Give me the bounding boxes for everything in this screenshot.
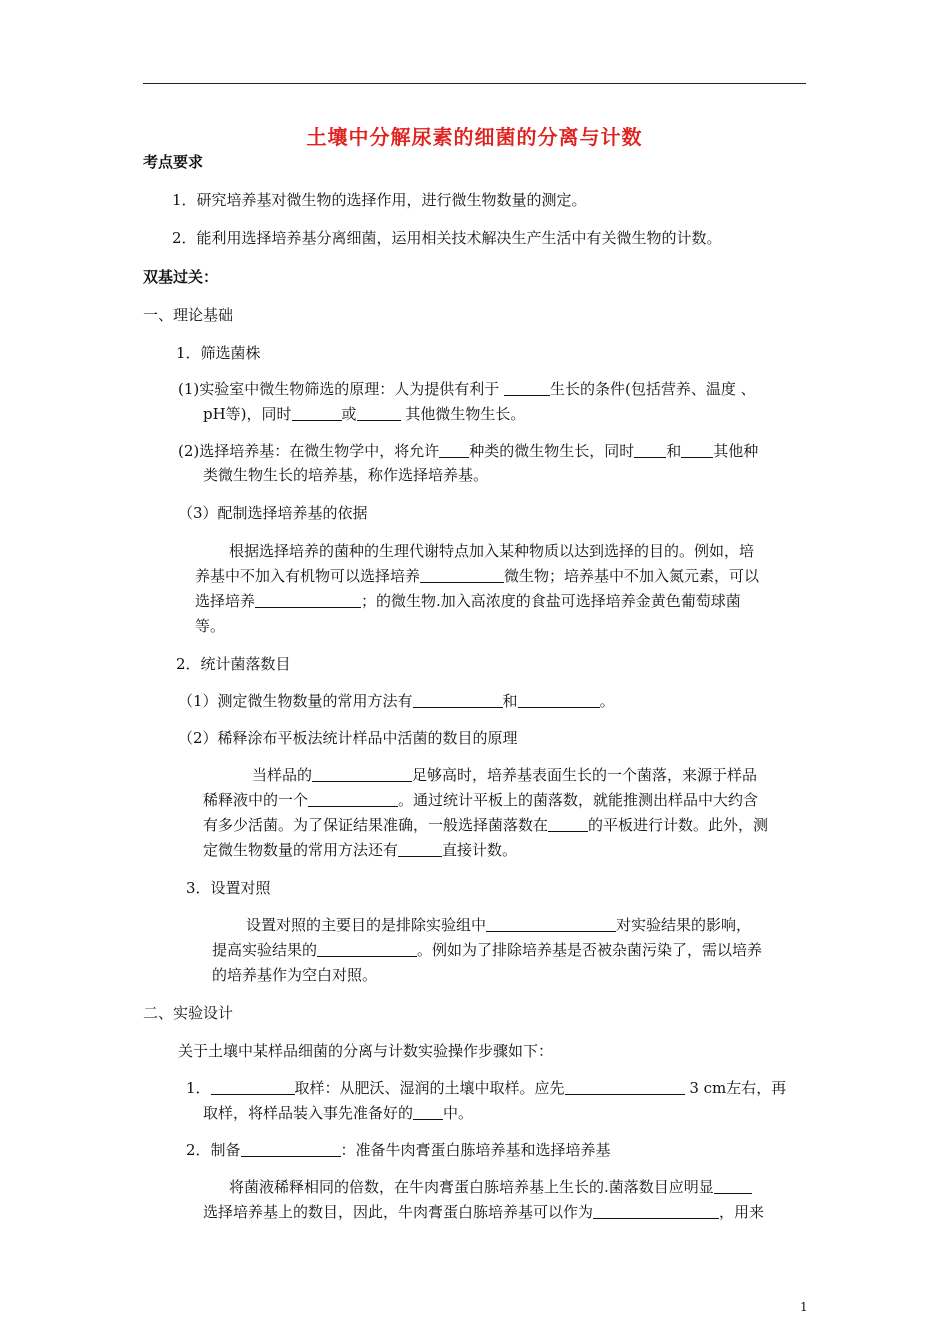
document-title: 土壤中分解尿素的细菌的分离与计数 — [306, 125, 643, 149]
fill-in-blank — [292, 406, 342, 421]
line-text: 当样品的 — [252, 766, 313, 784]
fill-in-blank — [439, 443, 469, 458]
line-text: ；的微生物.加入高浓度的食盐可选择培养金黄色葡萄球菌 — [361, 592, 741, 610]
line-text: 选择培养 — [195, 592, 256, 610]
fill-in-blank — [634, 443, 666, 458]
page-number: 1 — [800, 1300, 808, 1314]
text-line — [176, 654, 291, 674]
text-line — [172, 228, 722, 248]
line-text: 。通过统计平板上的菌落数，就能推测出样品中大约含 — [398, 791, 759, 809]
text-line — [252, 765, 757, 785]
text-line — [203, 815, 768, 835]
text-line — [203, 790, 758, 810]
line-text: 选择培养基上的数目，因此，牛肉膏蛋白胨培养基可以作为 — [203, 1203, 594, 1221]
fill-in-blank — [241, 1142, 341, 1157]
text-line — [143, 305, 233, 325]
line-text: 2．统计菌落数目 — [176, 655, 291, 673]
line-text: 对实验结果的影响， — [616, 916, 752, 934]
line-text: 取样，将样品装入事先准备好的 — [203, 1104, 414, 1122]
text-line — [178, 691, 615, 711]
line-text: 3 cm左右，再 — [684, 1079, 787, 1097]
line-text: 或 — [341, 405, 357, 423]
line-text: 的培养基作为空白对照。 — [212, 966, 378, 984]
fill-in-blank — [504, 381, 550, 396]
text-line — [176, 343, 261, 363]
line-text: 直接计数。 — [442, 841, 518, 859]
line-text: 1． — [186, 1079, 211, 1097]
text-line — [186, 1140, 611, 1160]
text-line — [203, 404, 525, 424]
fill-in-blank — [518, 693, 600, 708]
text-line — [172, 190, 587, 210]
line-text: 。 — [599, 692, 615, 710]
section-heading — [143, 267, 218, 287]
line-text: 其他种 — [713, 442, 759, 460]
fill-in-blank — [211, 1080, 295, 1095]
text-line — [195, 566, 759, 586]
fill-in-blank — [312, 767, 412, 782]
text-line — [246, 915, 751, 935]
text-line — [212, 965, 377, 985]
line-text: ，用来 — [719, 1203, 765, 1221]
text-line — [178, 441, 758, 461]
fill-in-blank — [548, 817, 588, 832]
line-text: 2．制备 — [186, 1141, 241, 1159]
fill-in-blank — [255, 593, 361, 608]
line-text: 微生物；培养基中不加入氮元素，可以 — [504, 567, 760, 585]
line-text: 种类的微生物生长，同时 — [469, 442, 635, 460]
line-text: (2)选择培养基：在微生物学中，将允许 — [178, 442, 440, 460]
line-text: 设置对照的主要目的是排除实验组中 — [246, 916, 487, 934]
line-text: 的平板进行计数。此外，测 — [588, 816, 769, 834]
fill-in-blank — [413, 693, 503, 708]
text-line — [195, 591, 741, 611]
fill-in-blank — [317, 942, 417, 957]
fill-in-blank — [593, 1204, 719, 1219]
line-text: (1)实验室中微生物筛选的原理：人为提供有利于 — [178, 380, 505, 398]
line-text: 等。 — [195, 617, 226, 635]
line-text: （1）测定微生物数量的常用方法有 — [178, 692, 413, 710]
line-text: 生长的条件(包括营养、温度 、 — [550, 380, 756, 398]
line-text: 1．研究培养基对微生物的选择作用，进行微生物数量的测定。 — [172, 191, 587, 209]
line-text: 稀释液中的一个 — [203, 791, 309, 809]
line-text: （2）稀释涂布平板法统计样品中活菌的数目的原理 — [178, 729, 518, 747]
text-line — [186, 878, 271, 898]
text-line — [178, 1041, 553, 1061]
text-line — [212, 940, 762, 960]
line-text: 根据选择培养的菌种的生理代谢特点加入某种物质以达到选择的目的。例如，培 — [229, 542, 755, 560]
line-text: 中。 — [443, 1104, 474, 1122]
line-text: pH等)，同时 — [203, 405, 292, 423]
text-line — [178, 728, 518, 748]
text-line — [143, 1003, 233, 1023]
header-rule — [143, 83, 806, 84]
fill-in-blank — [308, 792, 398, 807]
line-text: 其他微生物生长。 — [400, 405, 526, 423]
fill-in-blank — [714, 1179, 752, 1194]
line-text: 和 — [666, 442, 682, 460]
fill-in-blank — [413, 1105, 443, 1120]
line-text: 类微生物生长的培养基，称作选择培养基。 — [203, 466, 489, 484]
line-text: ：准备牛肉膏蛋白胨培养基和选择培养基 — [340, 1141, 611, 1159]
fill-in-blank — [565, 1080, 685, 1095]
line-text: 二、实验设计 — [143, 1004, 234, 1022]
fill-in-blank — [420, 568, 504, 583]
line-text: 有多少活菌。为了保证结果准确，一般选择菌落数在 — [203, 816, 549, 834]
section-heading — [143, 152, 203, 172]
text-line — [203, 1202, 764, 1222]
line-text: 提高实验结果的 — [212, 941, 318, 959]
line-text: 和 — [502, 692, 518, 710]
line-text: 3．设置对照 — [186, 879, 271, 897]
fill-in-blank — [398, 842, 442, 857]
line-text: 养基中不加入有机物可以选择培养 — [195, 567, 421, 585]
text-line — [203, 465, 488, 485]
text-line — [229, 1177, 752, 1197]
line-text: 。例如为了排除培养基是否被杂菌污染了，需以培养 — [417, 941, 763, 959]
line-text: 1．筛选菌株 — [176, 344, 261, 362]
line-text: （3）配制选择培养基的依据 — [178, 504, 368, 522]
fill-in-blank — [357, 406, 401, 421]
line-text: 取样：从肥沃、湿润的土壤中取样。应先 — [294, 1079, 565, 1097]
line-text: 将菌液稀释相同的倍数，在牛肉膏蛋白胨培养基上生长的.菌落数目应明显 — [229, 1178, 714, 1196]
fill-in-blank — [486, 917, 616, 932]
text-line — [203, 1103, 473, 1123]
line-text: 一、理论基础 — [143, 306, 234, 324]
text-line — [229, 541, 754, 561]
line-text: 双基过关： — [143, 268, 219, 286]
line-text: 足够高时，培养基表面生长的一个菌落，来源于样品 — [412, 766, 758, 784]
line-text: 定微生物数量的常用方法还有 — [203, 841, 399, 859]
line-text: 2．能利用选择培养基分离细菌，运用相关技术解决生产生活中有关微生物的计数。 — [172, 229, 722, 247]
text-line — [195, 616, 225, 636]
text-line — [203, 840, 517, 860]
line-text: 关于土壤中某样品细菌的分离与计数实验操作步骤如下： — [178, 1042, 554, 1060]
fill-in-blank — [681, 443, 713, 458]
text-line — [178, 503, 368, 523]
text-line — [186, 1078, 786, 1098]
line-text: 考点要求 — [143, 153, 204, 171]
text-line — [178, 379, 756, 399]
